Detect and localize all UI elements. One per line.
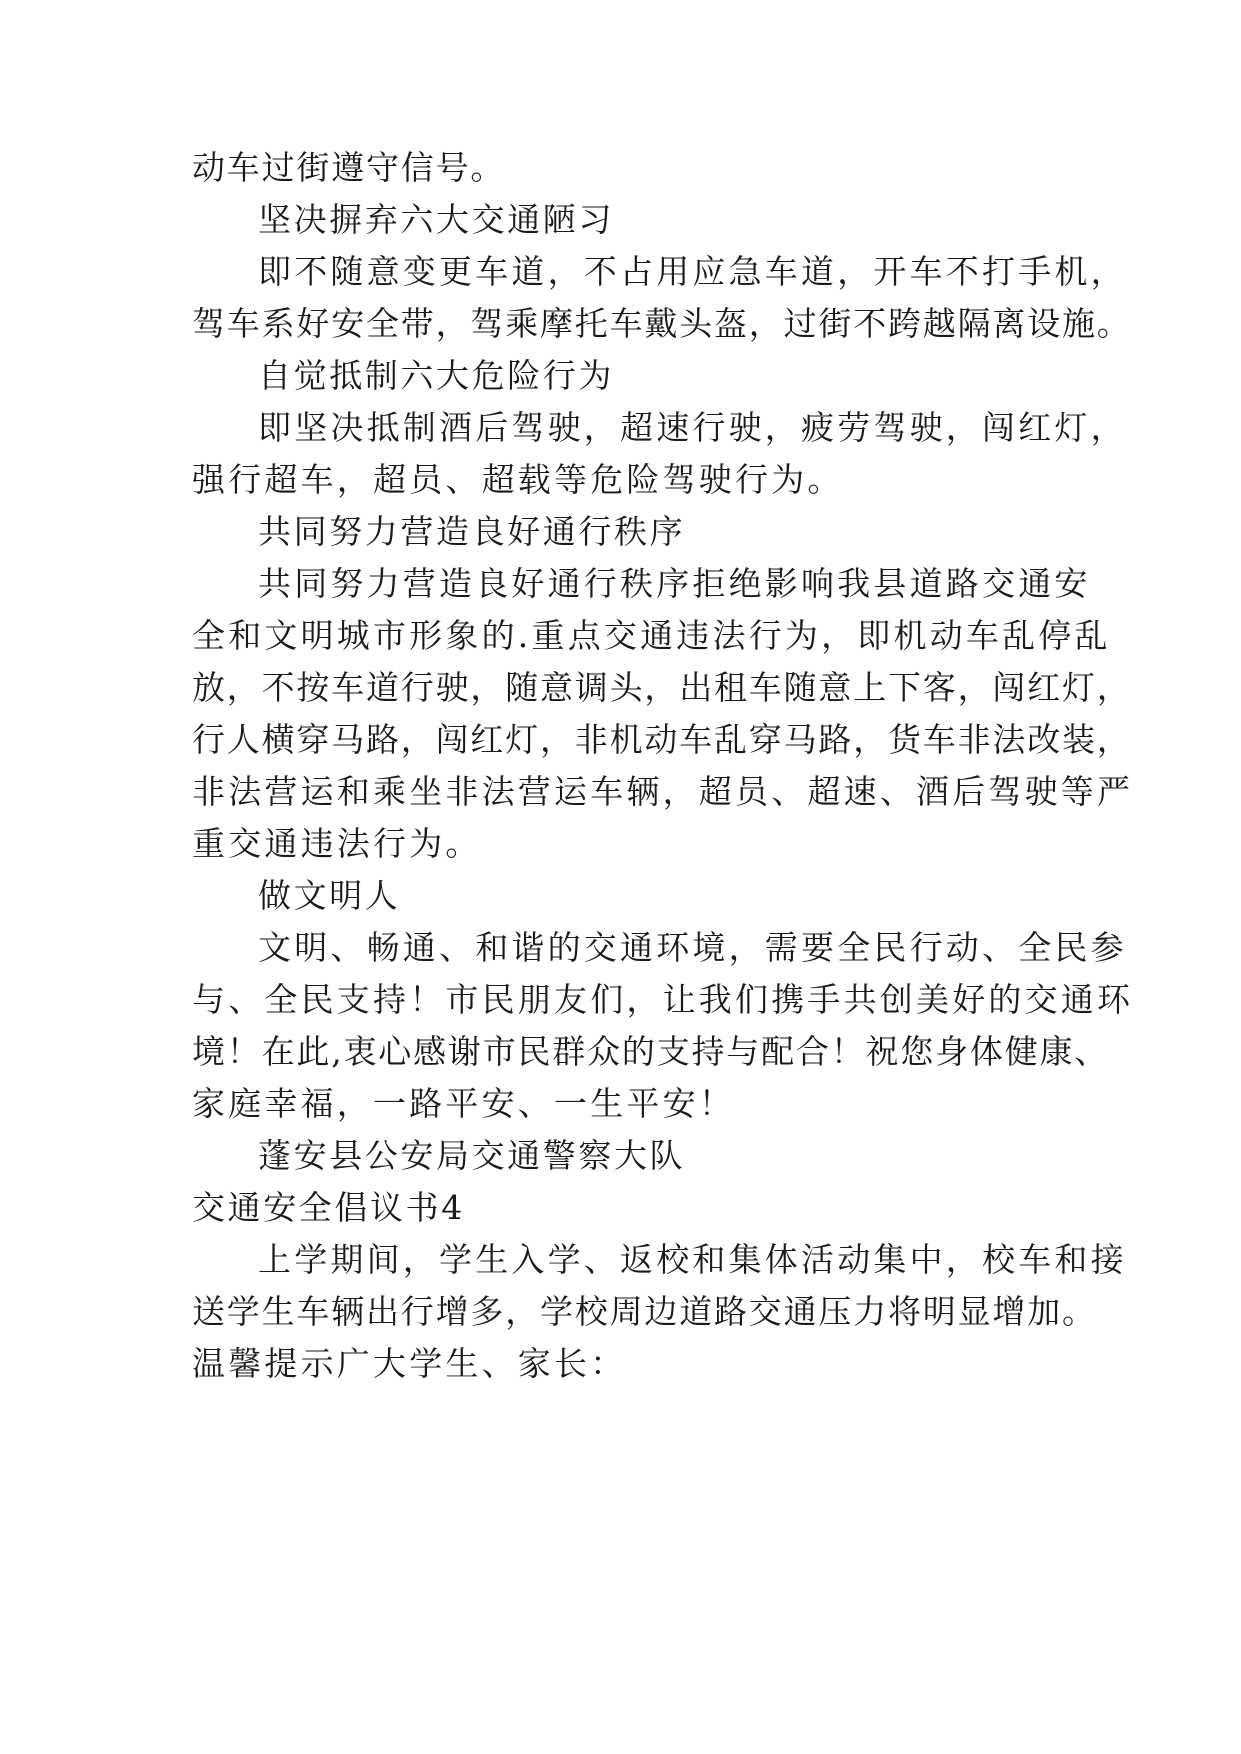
paragraph-line: 非法营运和乘坐非法营运车辆，超员、超速、酒后驾驶等严 <box>192 772 1134 811</box>
section-heading: 共同努力营造良好通行秩序 <box>258 512 686 551</box>
paragraph-line: 境！在此,衷心感谢市民群众的支持与配合！祝您身体健康、 <box>192 1032 1110 1071</box>
paragraph-line: 即不随意变更车道，不占用应急车道，开车不打手机， <box>258 252 1127 291</box>
paragraph-line: 动车过街遵守信号。 <box>192 148 506 187</box>
paragraph-line: 即坚决抵制酒后驾驶，超速行驶，疲劳驾驶，闯红灯， <box>258 408 1127 447</box>
section-heading: 坚决摒弃六大交通陋习 <box>258 200 614 239</box>
paragraph-line: 强行超车，超员、超载等危险驾驶行为。 <box>192 460 844 499</box>
paragraph-line: 上学期间，学生入学、返校和集体活动集中，校车和接 <box>258 1240 1127 1279</box>
paragraph-line: 文明、畅通、和谐的交通环境，需要全民行动、全民参 <box>258 928 1127 967</box>
paragraph-line: 重交通违法行为。 <box>192 824 482 863</box>
paragraph-line: 与、全民支持！市民朋友们，让我们携手共创美好的交通环 <box>192 980 1134 1019</box>
section-heading: 自觉抵制六大危险行为 <box>258 356 614 395</box>
paragraph-line: 全和文明城市形象的.重点交通违法行为，即机动车乱停乱 <box>192 616 1111 655</box>
paragraph-line: 放，不按车道行驶，随意调头，出租车随意上下客，闯红灯， <box>192 668 1132 707</box>
signature-line: 蓬安县公安局交通警察大队 <box>258 1136 686 1175</box>
document-title: 交通安全倡议书4 <box>192 1188 465 1227</box>
paragraph-line: 行人横穿马路，闯红灯，非机动车乱穿马路，货车非法改装， <box>192 720 1132 759</box>
section-heading: 做文明人 <box>258 876 401 915</box>
paragraph-line: 家庭幸福，一路平安、一生平安！ <box>192 1084 735 1123</box>
paragraph-line: 送学生车辆出行增多，学校周边道路交通压力将明显增加。 <box>192 1292 1097 1331</box>
paragraph-line: 温馨提示广大学生、家长： <box>192 1344 627 1383</box>
paragraph-line: 共同努力营造良好通行秩序拒绝影响我县道路交通安 <box>258 564 1091 603</box>
paragraph-line: 驾车系好安全带，驾乘摩托车戴头盔，过街不跨越隔离设施。 <box>192 304 1132 343</box>
